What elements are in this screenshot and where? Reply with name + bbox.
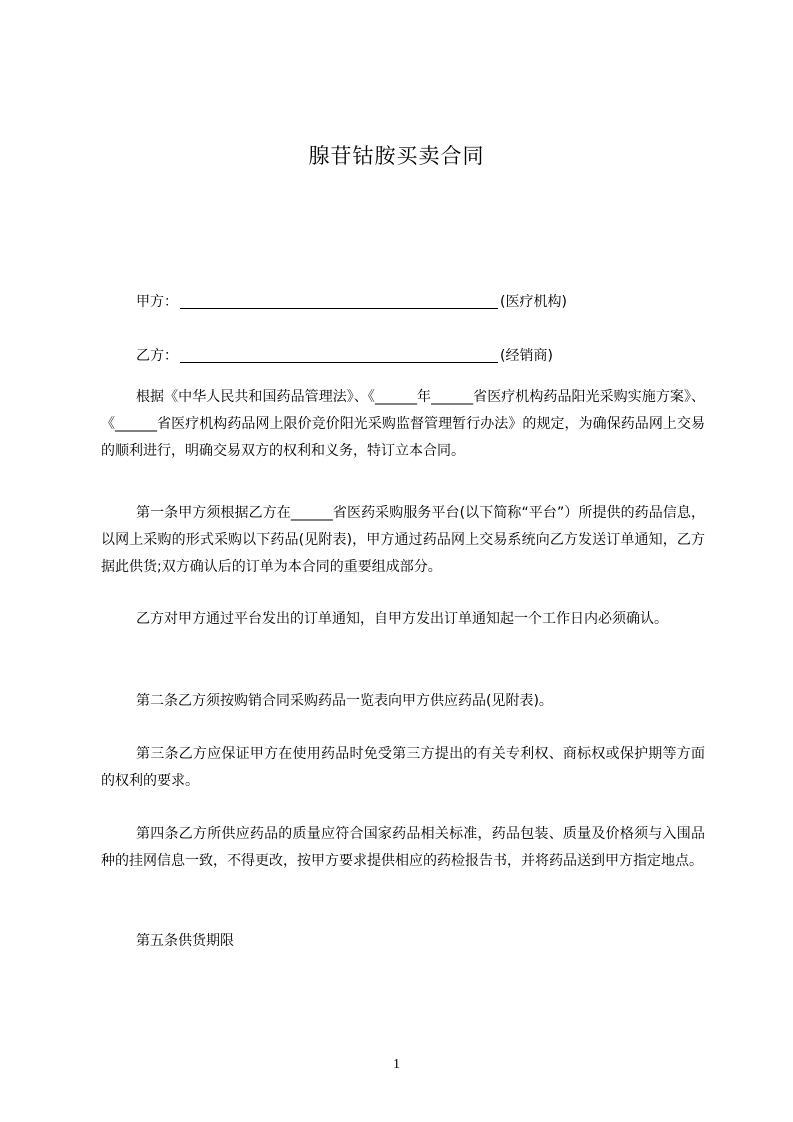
party-b-label: 乙方：: [136, 348, 178, 364]
page-title: 腺苷钴胺买卖合同: [308, 144, 485, 168]
party-a-label: 甲方：: [136, 294, 178, 310]
article-4-paragraph: 第四条乙方所供应药品的质量应符合国家药品相关标准，药品包装、质量及价格须与入围品种的挂网信息一致，不得更改，按甲方要求提供相应的药检报告书，并将药品送到甲方指定地点。: [101, 826, 705, 869]
party-b-line: [136, 345, 553, 365]
party-a-line: [136, 291, 567, 311]
article-2-paragraph: 第二条乙方须按购销合同采购药品一览表向甲方供应药品(见附表)。: [136, 693, 553, 709]
party-a-blank: [180, 294, 498, 309]
page-number: 1: [393, 1057, 400, 1072]
article-1-confirm-paragraph: 乙方对甲方通过平台发出的订单通知，自甲方发出订单通知起一个工作日内必须确认。: [136, 611, 668, 627]
party-b-suffix: (经销商): [500, 348, 553, 364]
article-5-heading: 第五条供货期限: [136, 933, 234, 949]
article-3-paragraph: 第三条乙方应保证甲方在使用药品时免受第三方提出的有关专利权、商标权或保护期等方面的权利的要求。: [101, 746, 705, 789]
party-b-blank: [180, 348, 498, 363]
article-1-paragraph: 第一条甲方须根据乙方在______省医药采购服务平台(以下简称“平台”）所提供的药品信息，以网上采购的形式采购以下药品(见附表)，甲方通过药品网上交易系统向乙方发送订单通知，乙方据此供货;双方确认后的订单为本合同的重要组成部分。: [101, 505, 705, 575]
intro-paragraph: 根据《中华人民共和国药品管理法》、《______年______省医疗机构药品阳光采购实施方案》、《______省医疗机构药品网上限价竞价阳光采购监督管理暂行办法》的规定，为确保药品网上交易的顺利进行，明确交易双方的权利和义务，特订立本合同。: [101, 389, 705, 459]
party-a-suffix: (医疗机构): [500, 294, 567, 310]
